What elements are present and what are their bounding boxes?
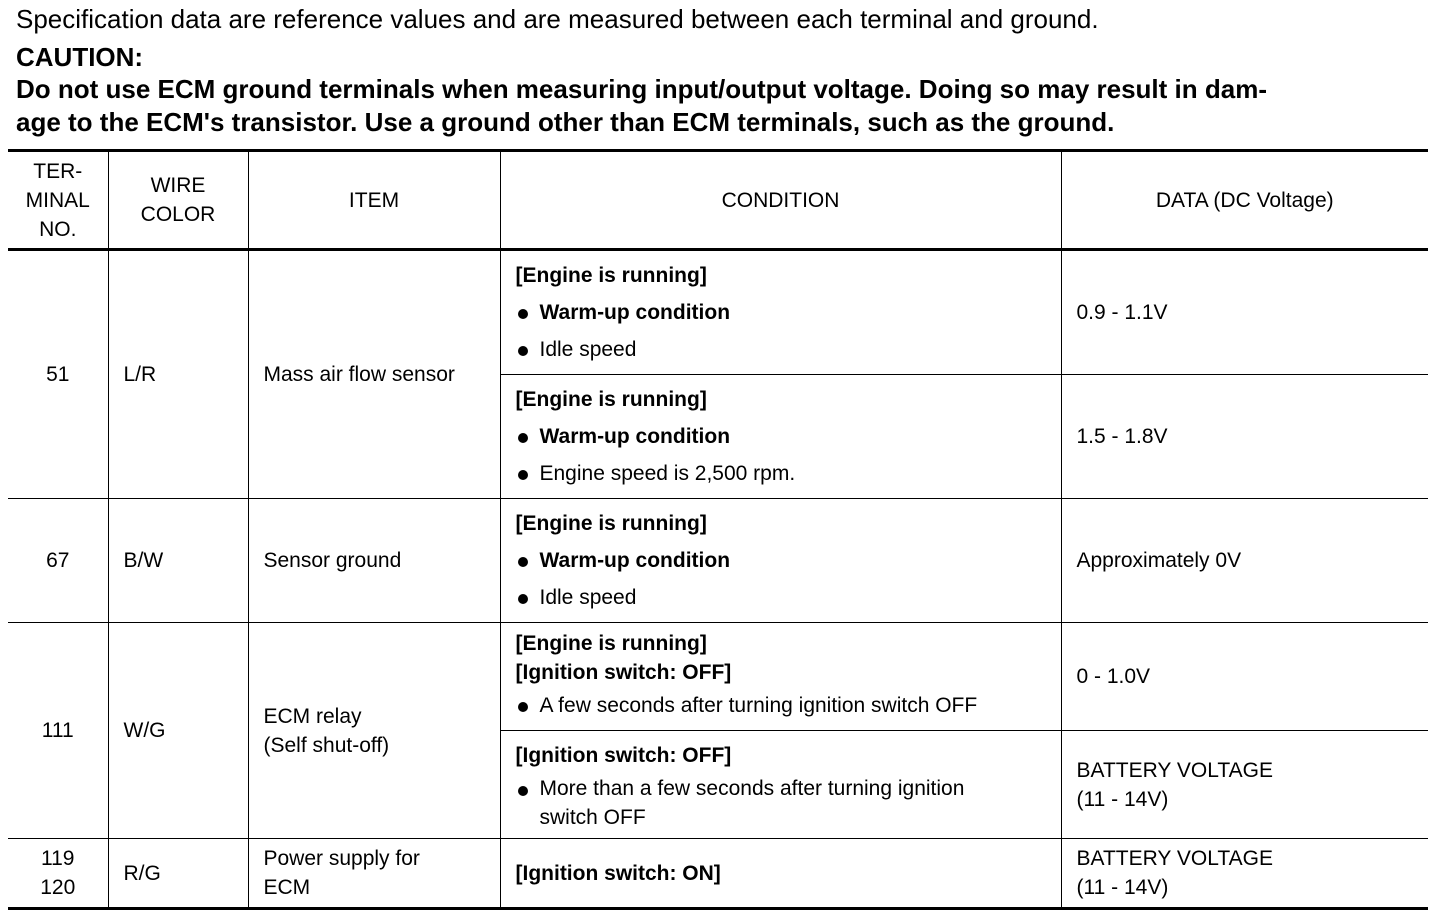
condition-heading: [Ignition switch: ON] xyxy=(515,861,721,885)
header-item: ITEM xyxy=(248,151,500,250)
caution-line: age to the ECM's transistor. Use a ground other than ECM terminals, such as the ground. xyxy=(16,107,1115,137)
header-wire-color: WIRE COLOR xyxy=(108,151,248,250)
condition-cell xyxy=(500,499,1061,623)
condition-bullet: Engine speed is 2,500 rpm. xyxy=(516,455,1053,492)
data-cell: 1.5 - 1.8V xyxy=(1061,375,1428,499)
wire-color-cell: W/G xyxy=(108,623,248,839)
condition-heading: [Engine is running] xyxy=(515,512,707,535)
data-cell: Approximately 0V xyxy=(1061,499,1428,623)
terminal-cell: 67 xyxy=(8,499,108,623)
wire-color-cell: B/W xyxy=(108,499,248,623)
data-cell: 0 - 1.0V xyxy=(1061,623,1428,731)
table-row xyxy=(8,839,1428,909)
caution-label: CAUTION: xyxy=(16,42,144,72)
intro-text: Specification data are reference values and are measured between each terminal and ground. xyxy=(16,4,1099,34)
condition-heading: [Engine is running] xyxy=(515,388,707,411)
terminal-cell: 119 120 xyxy=(8,839,108,909)
condition-bullet: A few seconds after turning ignition switch OFF xyxy=(516,687,1053,724)
condition-bullet: More than a few seconds after turning ignition switch OFF xyxy=(516,774,1053,832)
data-cell: BATTERY VOLTAGE (11 - 14V) xyxy=(1061,839,1428,909)
caution-text xyxy=(16,73,1426,139)
item-cell: Mass air flow sensor xyxy=(248,250,500,499)
header-data: DATA (DC Voltage) xyxy=(1061,151,1428,250)
caution-line: Do not use ECM ground terminals when measuring input/output voltage. Doing so may result in dam- xyxy=(16,74,1267,104)
condition-cell xyxy=(500,250,1061,375)
terminal-spec-table xyxy=(8,149,1428,910)
condition-cell xyxy=(500,731,1061,839)
data-cell: BATTERY VOLTAGE (11 - 14V) xyxy=(1061,731,1428,839)
condition-bullet: Warm-up condition xyxy=(516,418,1053,455)
condition-bullet: Idle speed xyxy=(516,331,1053,368)
condition-cell xyxy=(500,375,1061,499)
condition-heading: [Ignition switch: OFF] xyxy=(515,744,732,767)
header-condition: CONDITION xyxy=(500,151,1061,250)
item-cell: Sensor ground xyxy=(248,499,500,623)
item-cell: Power supply for ECM xyxy=(248,839,500,909)
item-cell: ECM relay (Self shut-off) xyxy=(248,623,500,839)
table-header-row xyxy=(8,151,1428,250)
condition-cell xyxy=(500,839,1061,909)
condition-bullet: Idle speed xyxy=(516,579,1053,616)
data-cell: 0.9 - 1.1V xyxy=(1061,250,1428,375)
wire-color-cell: R/G xyxy=(108,839,248,909)
condition-heading: [Engine is running] xyxy=(515,632,707,655)
terminal-cell: 51 xyxy=(8,250,108,499)
table-row xyxy=(8,499,1428,623)
condition-heading: [Ignition switch: OFF] xyxy=(515,661,732,684)
condition-bullet: Warm-up condition xyxy=(516,294,1053,331)
table-row xyxy=(8,623,1428,731)
condition-cell xyxy=(500,623,1061,731)
header-terminal: TER- MINAL NO. xyxy=(8,151,108,250)
table-row xyxy=(8,250,1428,375)
condition-bullet: Warm-up condition xyxy=(516,542,1053,579)
terminal-cell: 111 xyxy=(8,623,108,839)
wire-color-cell: L/R xyxy=(108,250,248,499)
condition-heading: [Engine is running] xyxy=(515,264,707,287)
